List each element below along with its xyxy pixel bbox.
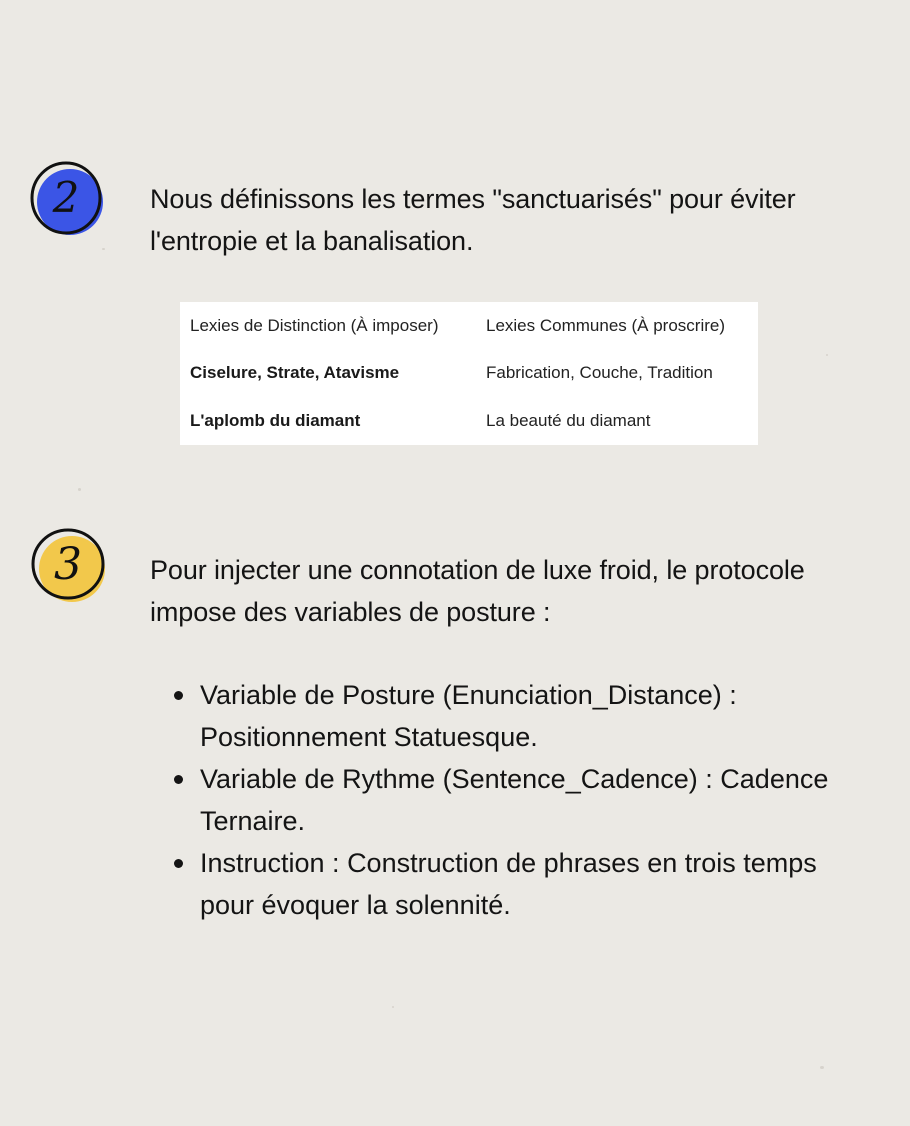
step-2-number: 2	[52, 173, 80, 222]
table-cell-distinction: L'aplomb du diamant	[190, 411, 361, 431]
table-header-row	[180, 302, 758, 350]
step-3-text: Pour injecter une connotation de luxe froid, le protocole impose des variables de posture :	[150, 555, 805, 627]
lexie-table	[180, 302, 758, 445]
bullet-icon	[174, 691, 183, 700]
paper-speck	[392, 1006, 394, 1008]
table-header-distinction: Lexies de Distinction (À imposer)	[190, 315, 439, 335]
variables-list	[200, 674, 830, 926]
table-cell-commune: La beauté du diamant	[486, 411, 651, 431]
table-row	[180, 397, 758, 445]
table-row	[180, 350, 758, 398]
list-item-text: Variable de Rythme (Sentence_Cadence) : Cadence Ternaire.	[200, 764, 829, 836]
step-2-badge-graphic	[28, 160, 108, 240]
paper-speck	[78, 488, 81, 491]
paper-speck	[820, 1066, 824, 1069]
list-item	[200, 758, 830, 842]
step-3-badge-graphic	[28, 525, 108, 605]
table-header-communes: Lexies Communes (À proscrire)	[486, 315, 726, 335]
step-3-number: 3	[54, 539, 82, 590]
step-2-text: Nous définissons les termes "sanctuarisés" pour éviter l'entropie et la banalisation.	[150, 184, 796, 256]
list-item-text: Variable de Posture (Enunciation_Distance) : Positionnement Statuesque.	[200, 680, 737, 752]
list-item	[200, 842, 830, 926]
step-3-badge	[28, 525, 108, 605]
table-cell-commune: Fabrication, Couche, Tradition	[486, 363, 713, 383]
paper-speck	[102, 248, 105, 250]
step-2-badge	[28, 160, 108, 240]
table-cell-distinction: Ciselure, Strate, Atavisme	[190, 363, 400, 383]
bullet-icon	[174, 859, 183, 868]
list-item-text: Instruction : Construction de phrases en trois temps pour évoquer la solennité.	[200, 848, 817, 920]
paper-speck	[826, 354, 828, 356]
list-item	[200, 674, 830, 758]
bullet-icon	[174, 775, 183, 784]
